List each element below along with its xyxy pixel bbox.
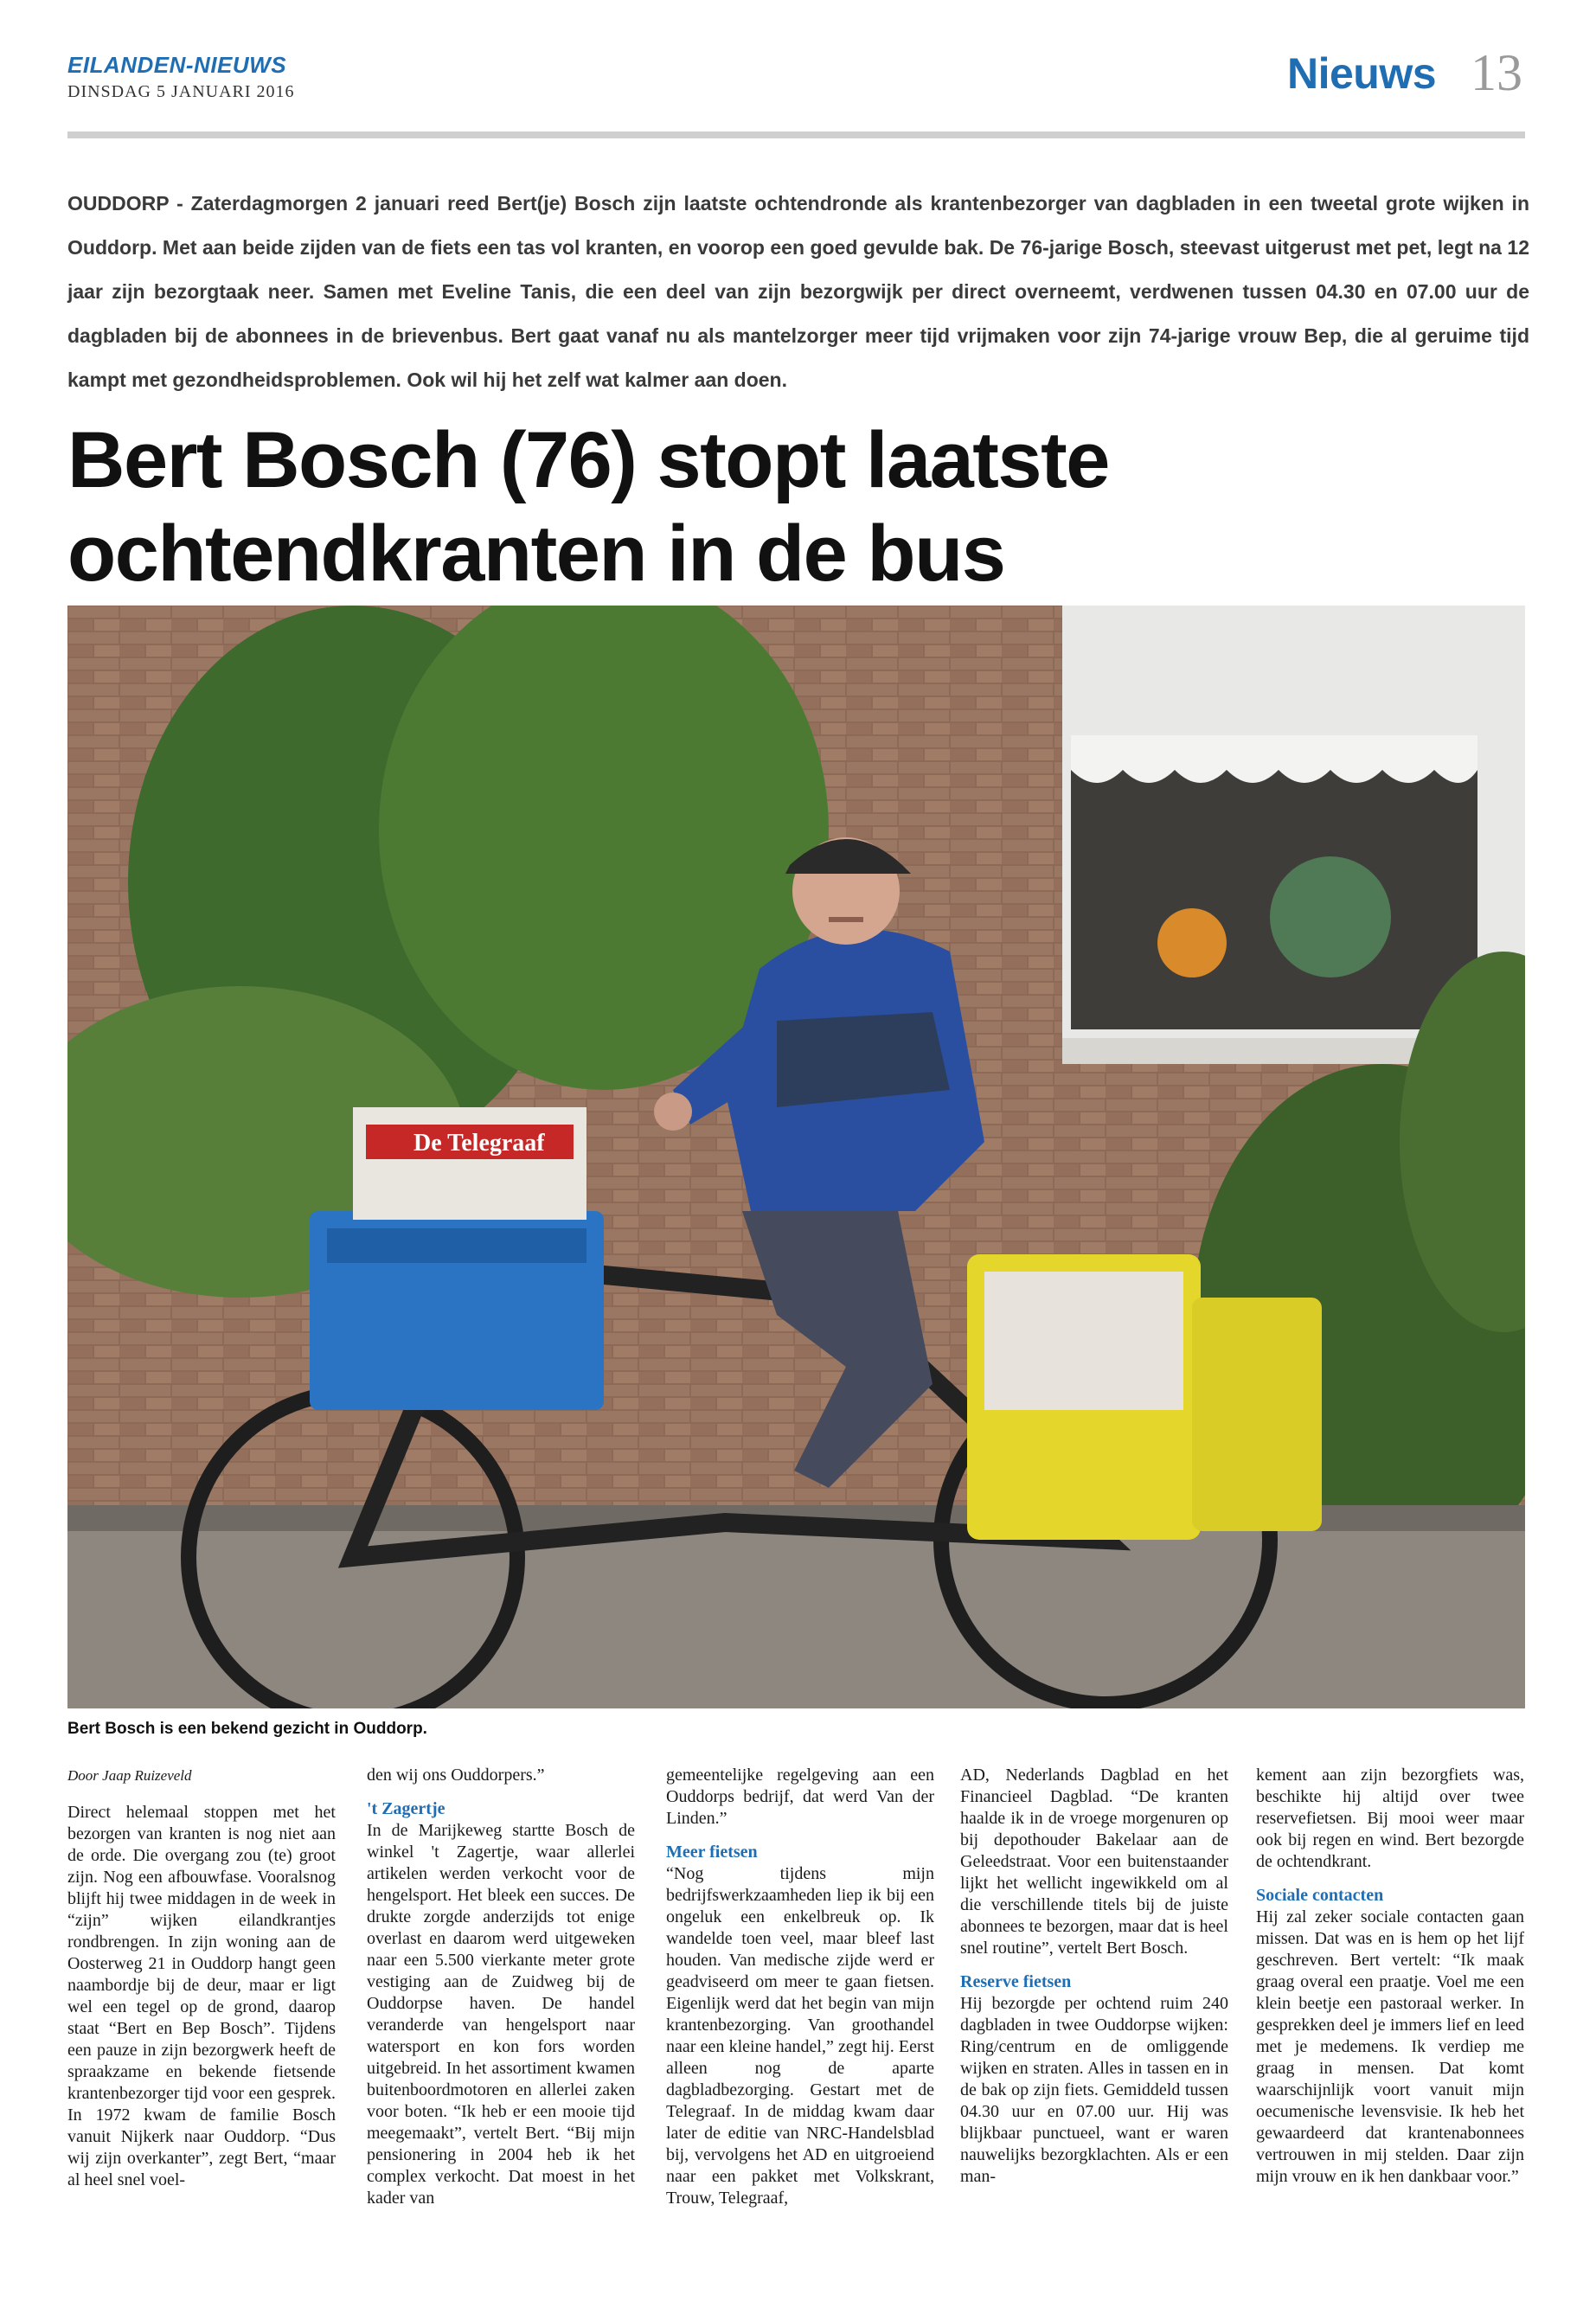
subheading-reserve-fietsen: Reserve fietsen — [960, 1972, 1072, 1991]
subheading-zagertje: 't Zagertje — [367, 1799, 445, 1818]
column-5-text-a: kement aan zijn bezorgfiets was, beschikte hij altijd over twee reservefietsen. Bij mooi weer maar ook bij regen en wind. Bert bezorgde de ochtendkrant. — [1256, 1766, 1524, 1871]
column-4-text-a: AD, Nederlands Dagblad en het Financieel Dagblad. “De kranten haalde ik in de vroege morgenuren op bij depothouder Bakelaar aan de Geleedstraat. Voor een buitenstaander lijkt het wellicht ingewikkeld om al die verschillende titels bij de juiste abonnees te bezorgen, maar dat is heel snel routine”, vertelt Bert Bosch. — [960, 1766, 1228, 1958]
byline: Door Jaap Ruizeveld — [67, 1767, 192, 1784]
article-photo — [67, 606, 1525, 1708]
article-column-5 — [1256, 1765, 1524, 2188]
section-title: Nieuws — [1287, 49, 1437, 98]
headline-line-2: ochtendkranten in de bus — [67, 510, 1005, 598]
article-column-3 — [666, 1765, 934, 2209]
article-headline — [67, 413, 1529, 600]
column-2-text-a: den wij ons Ouddorpers.” — [367, 1766, 545, 1785]
issue-date: DINSDAG 5 JANUARI 2016 — [67, 82, 295, 101]
column-1-text: Direct helemaal stoppen met het bezorgen van kranten is nog niet aan de orde. Die overgang zou (te) groot zijn. Nog een afbouwfase. Vooralsnog blijft hij twee middagen in de week in “zijn” wijken eilandkrantjes rondbrengen. In zijn woning aan de Oosterweg 21 in Ouddorp hangt geen naambordje bij de deur, maar er ligt wel een tegel op de grond, daarop staat “Bert en Bep Bosch”. Tijdens een pauze in zijn bezorgwerk heeft de spraakzame en bekende fietsende krantenbezorger tijd voor een gesprek. In 1972 kwam de familie Bosch vanuit Nijkerk naar Ouddorp. “Dus wij zijn overkanter”, zegt Bert, “maar al heel snel voel- — [67, 1803, 336, 2189]
column-3-text-a: gemeentelijke regelgeving aan een Ouddorps bedrijf, dat werd Van der Linden.” — [666, 1766, 934, 1828]
page-number: 13 — [1471, 44, 1522, 101]
article-column-2 — [367, 1765, 635, 2209]
header-rule — [67, 131, 1525, 138]
photo-caption: Bert Bosch is een bekend gezicht in Ouddorp. — [67, 1720, 427, 1738]
headline-line-1: Bert Bosch (76) stopt laatste — [67, 416, 1109, 504]
article-column-4 — [960, 1765, 1228, 2188]
subheading-meer-fietsen: Meer fietsen — [666, 1843, 758, 1862]
column-2-text-b: In de Marijkeweg startte Bosch de winkel 't Zagertje, waar allerlei artikelen werden verkocht voor de hengelsport. Het bleek een succes. De drukte zorgde anderzijds tot enige overlast en daarom werd uitgeweken naar een 5.500 vierkante meter grote vestiging aan de Zuidweg bij de Ouddorpse haven. De handel veranderde van hengelsport naar watersport en kon fors worden uitgebreid. In het assortiment kwamen buitenboordmotoren en allerlei zaken voor boten. “Ik heb er een mooie tijd meegemaakt”, vertelt Bert. “Bij mijn pensionering in 2004 heb ik het complex verkocht. Dat moest in het kader van — [367, 1821, 635, 2208]
subheading-sociale-contacten: Sociale contacten — [1256, 1886, 1384, 1905]
article-intro: OUDDORP - Zaterdagmorgen 2 januari reed Bert(je) Bosch zijn laatste ochtendronde als krantenbezorger van dagbladen in een tweetal grote wijken in Ouddorp. Met aan beide zijden van de fiets een tas vol kranten, en voorop een goed gevulde bak. De 76-jarige Bosch, steevast uitgerust met pet, legt na 12 jaar zijn bezorgtaak neer. Samen met Eveline Tanis, die een deel van zijn bezorgwijk per direct overneemt, verdwenen tussen 04.30 en 07.00 uur de dagbladen bij de abonnees in de brievenbus. Bert gaat vanaf nu als mantelzorger meer tijd vrijmaken voor zijn 74-jarige vrouw Bep, die al geruime tijd kampt met gezondheidsproblemen. Ook wil hij het zelf wat kalmer aan doen. — [67, 192, 1529, 391]
article-column-1 — [67, 1765, 336, 2191]
telegraaf-masthead: De Telegraaf — [413, 1130, 545, 1157]
column-5-text-b: Hij zal zeker sociale contacten gaan missen. Dat was en is hem op het lijf geschreven. Bert vertelt: “Ik maak graag overal een praatje. Voel me een klein beetje een pastoraal werker. In gesprekken deel je immers lief en leed met je medemens. Ik verdiep me graag in mensen. Dat komt waarschijnlijk voort vanuit mijn oecumenische levensvisie. Ik heb het gewaardeerd dat krantenabonnees vertrouwen in mij stelden. Daar zijn mijn vrouw en ik hen dankbaar voor.” — [1256, 1907, 1524, 2186]
column-3-text-b: “Nog tijdens mijn bedrijfswerkzaamheden liep ik bij een ongeluk een enkelbreuk op. Ik wandelde toen veel, maar bleef last houden. Van medische zijde werd er geadviseerd om meer te gaan fietsen. Eigenlijk werd dat het begin van mijn krantenbezorging. Van groothandel naar een kleine handel,” zegt hij. Eerst alleen nog de aparte dagbladbezorging. Gestart met de Telegraaf. In de middag kwam daar later de editie van NRC-Handelsblad bij, vervolgens het AD en uitgroeiend naar een pakket met Volkskrant, Trouw, Telegraaf, — [666, 1864, 934, 2208]
column-4-text-b: Hij bezorgde per ochtend ruim 240 dagbladen in twee Ouddorpse wijken: Ring/centrum en de omliggende wijken en straten. Alles in tassen en in de bak op zijn fiets. Gemiddeld tussen 04.30 uur en 07.00 uur. Hij was blijkbaar punctueel, want er waren nauwelijks bezorgklachten. Als er een man- — [960, 1994, 1228, 2186]
newspaper-logo: EILANDEN-NIEUWS — [67, 52, 287, 78]
